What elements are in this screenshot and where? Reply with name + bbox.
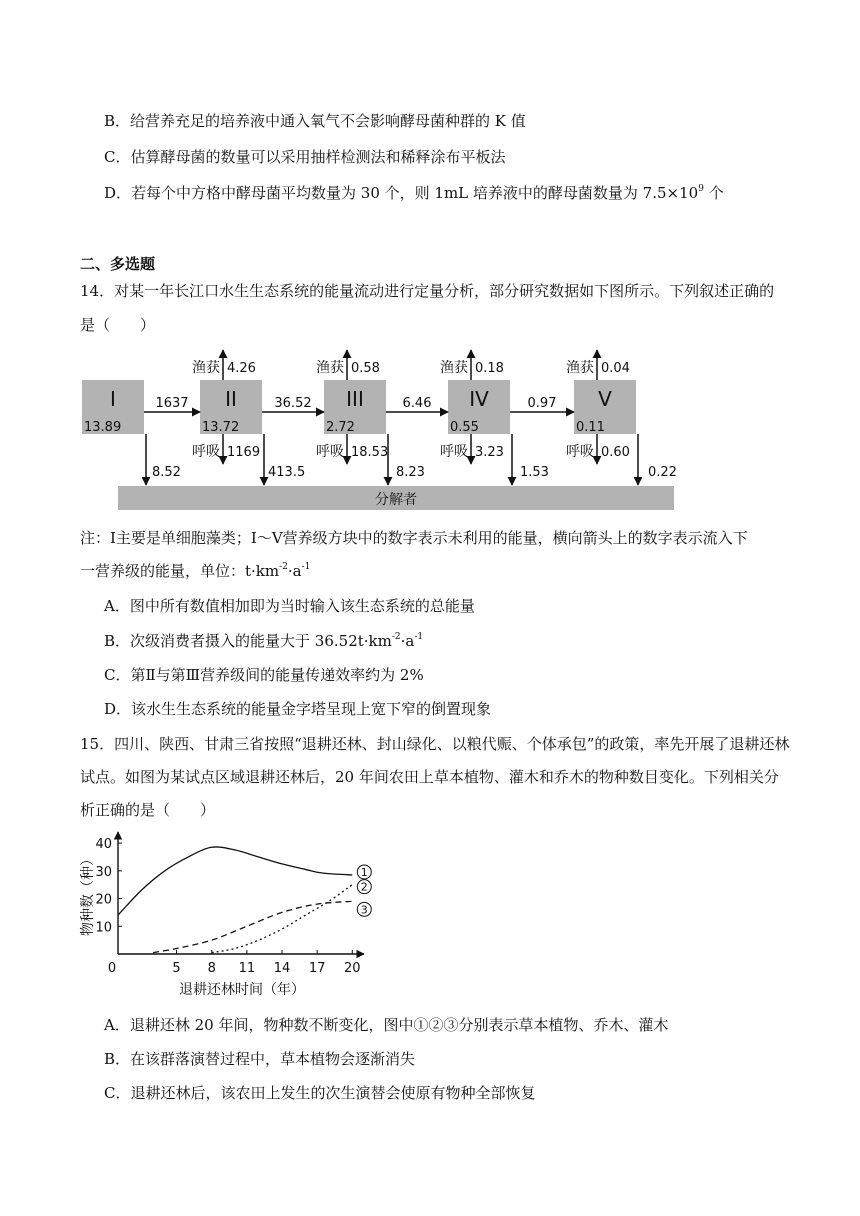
resp-label-5: 呼吸 [566,444,594,460]
y-tick-label: 30 [95,864,112,880]
q14-option-d: D．该水生生态系统的能量金字塔呈现上宽下窄的倒置现象 [104,700,492,718]
catch-value-4: 0.18 [475,361,504,376]
series-label-2: 2 [360,880,368,894]
catch-value-2: 4.26 [227,361,256,376]
q13-option-c: C．估算酵母菌的数量可以采用抽样检测法和稀释涂布平板法 [104,148,506,166]
y-tick-label: 20 [95,892,112,908]
q15-stem-line2: 试点。如图为某试点区域退耕还林后，20 年间农田上草本植物、灌木和乔木的物种数目变化。下列相关分 [80,768,779,786]
q14-note-line2: 一营养级的能量，单位：$t\cdot km^{-2}\cdot a^{-1}$ [80,562,311,580]
level-2-unused: 13.72 [202,420,240,435]
catch-value-3: 0.58 [351,361,380,376]
origin-label: 0 [107,961,117,976]
x-tick-label: 8 [207,961,216,976]
catch-label-2: 渔获 [192,360,220,376]
q15-option-b: B．在该群落演替过程中，草本植物会逐渐消失 [104,1050,416,1068]
catch-value-5: 0.04 [601,361,630,376]
q15-stem-line1: 15．四川、陕西、甘肃三省按照“退耕还林、封山绿化、以粮代赈、个体承包”的政策，率先开展了退耕还林 [80,735,790,753]
decomp-value-2: 413.5 [268,465,306,480]
level-1-roman: I [110,387,116,411]
q14-note-line1: 注：Ⅰ主要是单细胞藻类；Ⅰ～Ⅴ营养级方块中的数字表示未利用的能量，横向箭头上的数字表示流入下 [80,529,748,547]
x-tick-label: 20 [344,961,361,976]
decomp-value-5: 0.22 [648,465,677,480]
decomp-value-4: 1.53 [520,465,549,480]
species-chart [72,828,372,1004]
q15-option-c: C．退耕还林后，该农田上发生的次生演替会使原有物种全部恢复 [104,1084,536,1102]
decomp-value-1: 8.52 [152,465,181,480]
x-tick-label: 17 [308,961,326,976]
level-4-roman: IV [469,387,489,411]
transfer-value-2: 36.52 [274,396,312,411]
q14-stem-line1: 14．对某一年长江口水生生态系统的能量流动进行定量分析，部分研究数据如下图所示。下列叙述正确的 [80,282,775,300]
q14-option-c: C．第Ⅱ与第Ⅲ营养级间的能量传递效率约为 2% [104,666,424,684]
series-label-1: 1 [360,865,368,879]
series-label-3: 3 [360,903,368,917]
catch-label-5: 渔获 [566,360,594,376]
level-3-unused: 2.72 [326,420,355,435]
decomp-value-3: 8.23 [396,465,425,480]
decomposer-label: 分解者 [375,492,417,508]
level-5-unused: 0.11 [576,420,605,435]
x-tick-label: 14 [273,961,291,976]
q15-option-a: A．退耕还林 20 年间，物种数不断变化，图中①②③分别表示草本植物、乔木、灌木 [104,1016,669,1034]
level-4-unused: 0.55 [450,420,479,435]
resp-value-4: 3.23 [475,445,504,460]
q13-option-b: B．给营养充足的培养液中通入氧气不会影响酵母菌种群的 K 值 [104,112,526,130]
x-tick-label: 11 [238,961,256,976]
y-tick-label: 40 [95,837,112,853]
level-2-roman: II [225,387,237,411]
y-tick-label: 10 [95,920,112,936]
transfer-value-3: 6.46 [402,396,432,411]
level-1-unused: 13.89 [84,420,122,435]
series-line-3 [153,901,352,952]
x-tick-label: 5 [172,961,181,976]
transfer-value-1: 1637 [155,396,189,411]
q13-option-d: D．若每个中方格中酵母菌平均数量为 30 个，则 1mL 培养液中的酵母菌数量为 $7.5\times 10^9$ 个 [104,184,724,202]
resp-label-2: 呼吸 [192,444,220,460]
transfer-value-4: 0.97 [527,396,557,411]
q14-stem-line2: 是（ ） [80,316,156,334]
series-line-2 [212,885,353,953]
resp-label-4: 呼吸 [440,444,468,460]
resp-value-5: 0.60 [601,445,630,460]
resp-label-3: 呼吸 [316,444,344,460]
resp-value-3: 18.53 [351,445,389,460]
q14-option-a: A．图中所有数值相加即为当时输入该生态系统的总能量 [104,597,475,615]
q15-stem-line3: 析正确的是（ ） [80,801,216,819]
series-line-1 [118,847,352,915]
y-axis-label: 物种数（种） [80,852,96,936]
catch-label-3: 渔获 [316,360,344,376]
resp-value-2: 1169 [227,445,261,460]
section-title: 二、多选题 [80,255,156,273]
level-3-roman: III [346,387,364,411]
catch-label-4: 渔获 [440,360,468,376]
energy-flow-diagram [78,348,678,514]
level-5-roman: V [598,387,612,411]
q14-option-b: B．次级消费者摄入的能量大于 $36.52t\cdot km^{-2}\cdot a^{-1}$ [104,632,424,650]
x-axis-label: 退耕还林时间（年） [179,982,305,998]
